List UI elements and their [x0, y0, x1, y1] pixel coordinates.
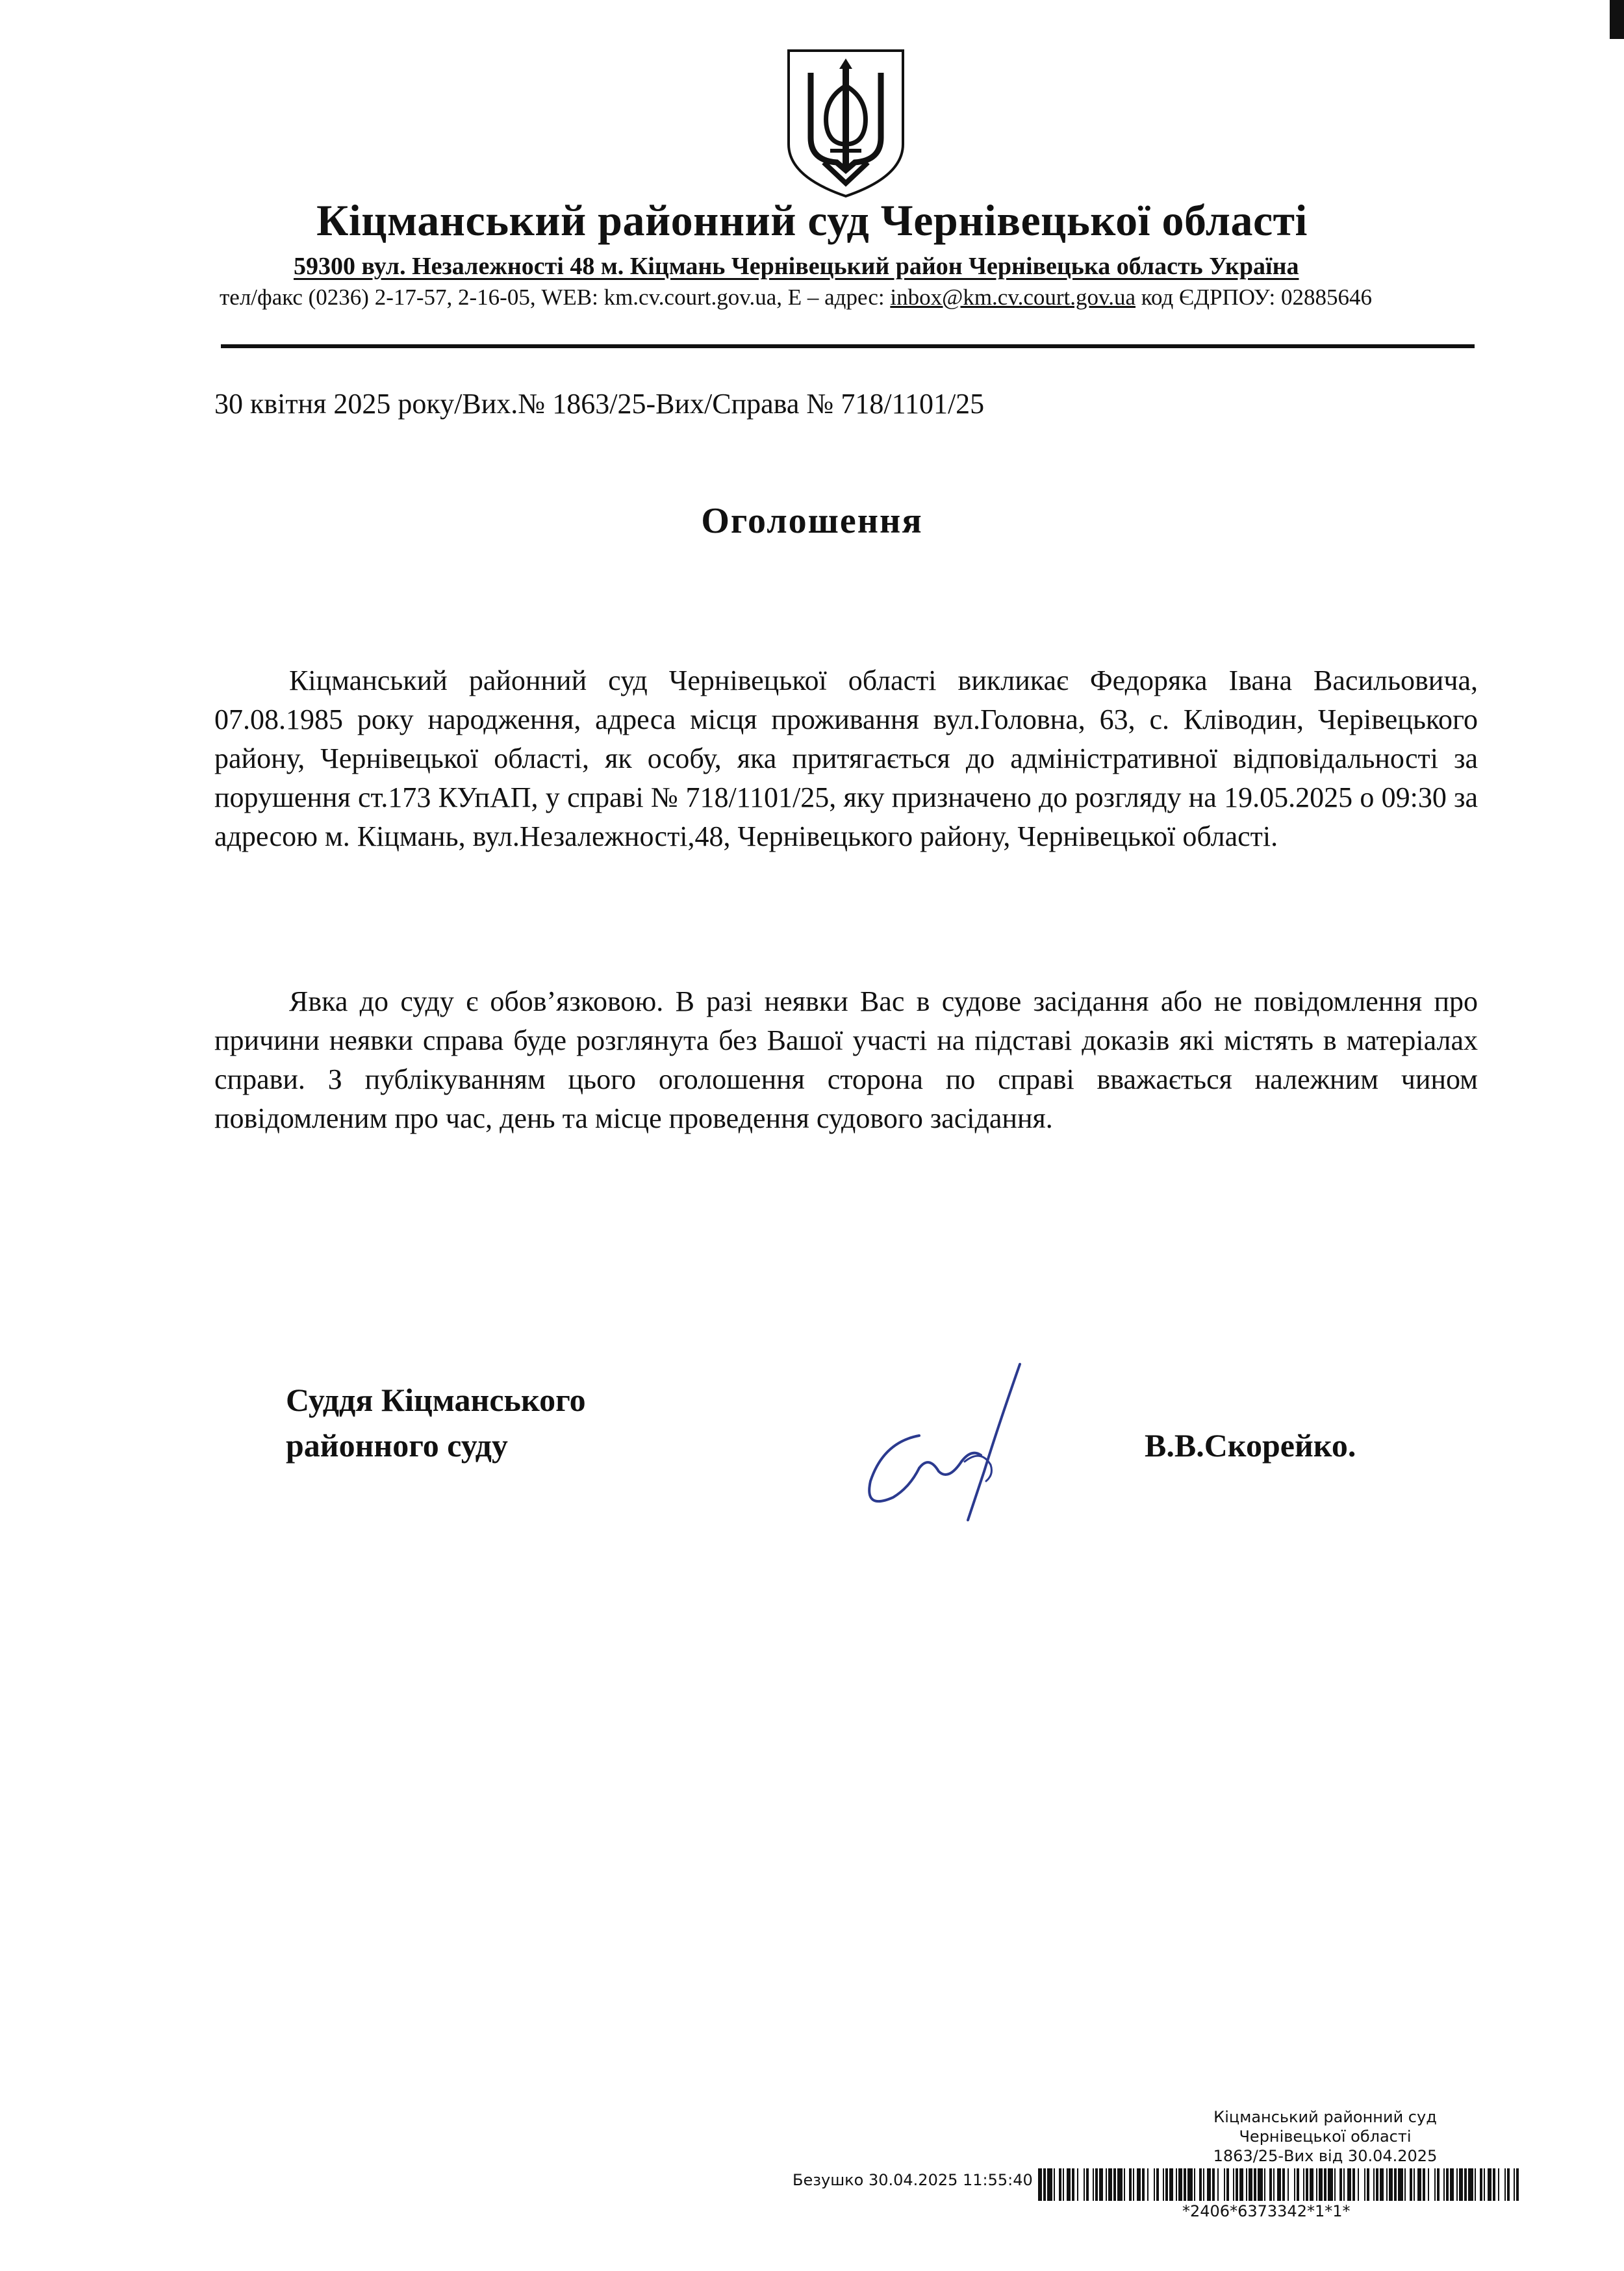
barcode	[1038, 2168, 1519, 2201]
registration-stamp	[1104, 2107, 1546, 2166]
signature-title-line-2: районного суду	[286, 1427, 508, 1464]
court-contacts	[220, 285, 1372, 311]
outgoing-reference: 30 квітня 2025 року/Вих.№ 1863/25-Вих/Справа № 718/1101/25	[214, 388, 985, 420]
stamp-region-line: Чернівецької області	[1239, 2127, 1412, 2146]
contacts-suffix: код ЄДРПОУ: 02885646	[1136, 285, 1372, 310]
contacts-prefix: тел/факс (0236) 2-17-57, 2-16-05, WEB: km.cv.court.gov.ua, E – адрес:	[220, 285, 891, 310]
registered-by: Безушко 30.04.2025 11:55:40	[793, 2171, 1033, 2189]
body-paragraph-summons: Кіцманський районний суд Чернівецької області викликає Федоряка Івана Васильовича, 07.08.1985 року народження, адреса місця проживання вул.Головна, 63, с. Кліводин, Черівецького району, Чернівецької області, як особу, яка притягається до адміністративної відповідальності за порушення ст.173 КУпАП, у справі № 718/1101/25, яку призначено до розгляду на 19.05.2025 о 09:30 за адресою м. Кіцмань, вул.Незалежності,48, Чернівецького району, Чернівецької області.	[214, 665, 1478, 852]
document-title: Оголошення	[701, 501, 923, 541]
scan-edge-mark	[1610, 0, 1624, 39]
signature-title-line-1: Суддя Кіцманського	[286, 1382, 586, 1418]
court-name: Кіцманський районний суд Чернівецької області	[316, 196, 1308, 245]
court-address: 59300 вул. Незалежності 48 м. Кіцмань Чернівецький район Чернівецька область Україна	[294, 253, 1299, 280]
barcode-text: *2406*6373342*1*1*	[1182, 2202, 1351, 2220]
header-divider	[221, 344, 1475, 348]
email-link[interactable]: inbox@km.cv.court.gov.ua	[890, 285, 1136, 310]
judge-name: В.В.Скорейко.	[1145, 1427, 1356, 1464]
signature-title	[286, 1377, 586, 1468]
body-paragraph-attendance: Явка до суду є обов’язковою. В разі неявки Вас в судове засідання або не повідомлення про причини неявки справа буде розглянута без Вашої участі на підставі доказів які містять в матеріалах справи. З публікуванням цього оголошення сторона по справі вважається належним чином повідомленим про час, день та місце проведення судового засідання.	[214, 985, 1478, 1134]
handwritten-signature	[857, 1358, 1052, 1527]
coat-of-arms-icon	[785, 47, 907, 200]
stamp-number-line: 1863/25-Вих від 30.04.2025	[1213, 2147, 1438, 2165]
stamp-court-line: Кіцманський районний суд	[1213, 2108, 1437, 2126]
